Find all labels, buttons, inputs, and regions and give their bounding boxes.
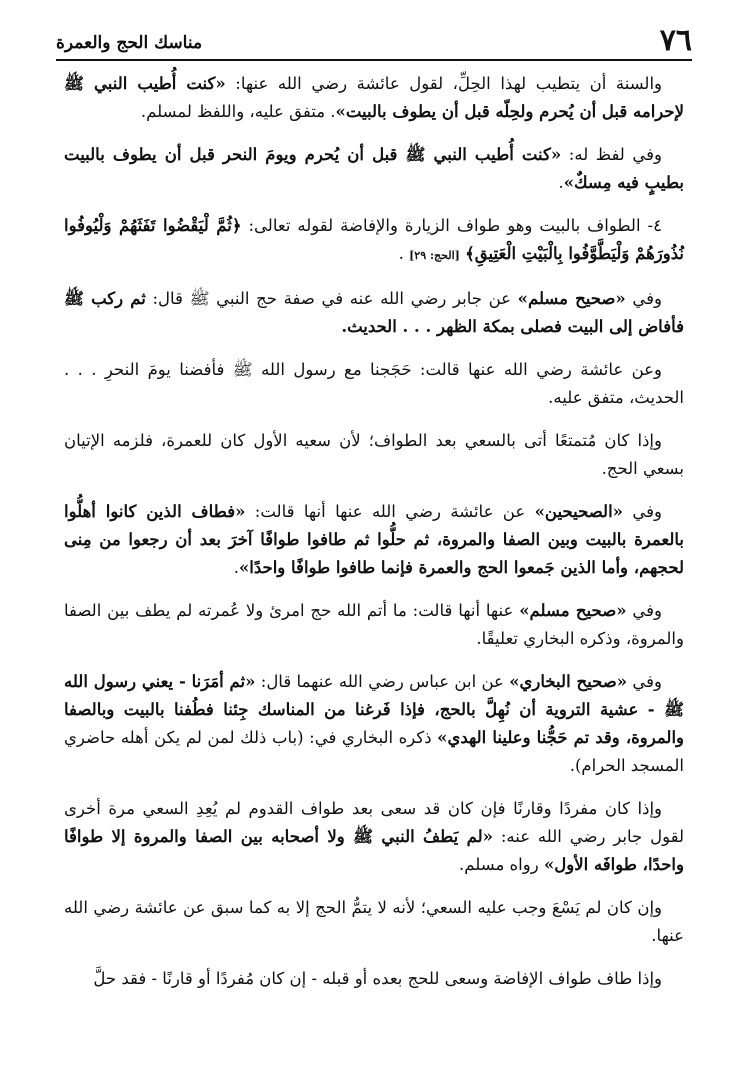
paragraph-1: والسنة أن يتطيب لهذا الحِلِّ، لقول عائشة رضي الله عنها: «كنت أُطيب النبي ﷺ لإحرامه قبل أن يُحرم ولحِلّه قبل أن يطوف بالبيت». متفق عليه، واللفظ لمسلم.: [64, 74, 684, 121]
page-body: [64, 70, 684, 1008]
paragraph-11: وإن كان لم يَسْعَ وجب عليه السعي؛ لأنه لا يتمُّ الحج إلا به كما سبق عن عائشة رضي الله عنها.: [64, 898, 684, 945]
quran-verse: ﴿ثُمَّ لْيَقْضُوا تَفَثَهُمْ وَلْيُوفُوا نُذُورَهُمْ وَلْيَطَّوَّفُوا بِالْبَيْتِ الْعَتِيقِ﴾: [64, 216, 684, 263]
header-rule: [56, 59, 692, 61]
paragraph-10: وإذا كان مفردًا وقارنًا فإن كان قد سعى بعد طواف القدوم لم يُعِدِ السعي مرة أخرى لقول جابر رضي الله عنه: «لم يَطفُ النبي ﷺ ولا أصحابه بين الصفا والمروة إلا طوافًا واحدًا، طوافَه الأول» رواه مسلم.: [64, 799, 684, 874]
paragraph-8: وفي «صحيح مسلم» عنها أنها قالت: ما أتم الله حج امرئ ولا عُمرته لم يطف بين الصفا والمروة، وذكره البخاري تعليقًا.: [64, 601, 684, 648]
paragraph-3: ٤- الطواف بالبيت وهو طواف الزيارة والإفاضة لقوله تعالى: ﴿ثُمَّ لْيَقْضُوا تَفَثَهُمْ وَلْيُوفُوا نُذُورَهُمْ وَلْيَطَّوَّفُوا بِالْبَيْتِ الْعَتِيقِ﴾ [الحج: ٢٩] .: [64, 216, 684, 263]
paragraph-5: وعن عائشة رضي الله عنها قالت: حَجَجنا مع رسول الله ﷺ فأفضنا يومَ النحرِ . . . الحديث، متفق عليه.: [64, 360, 684, 407]
page-number: ٧٦: [659, 23, 692, 58]
running-title: مناسك الحج والعمرة: [56, 33, 203, 53]
page-header: [56, 23, 692, 58]
paragraph-9: وفي «صحيح البخاري» عن ابن عباس رضي الله عنهما قال: «ثم أمَرَنا - يعني رسول الله ﷺ - عشية التروية أن نُهِلَّ بالحج، فإذا فَرغنا من المناسك جِئنا فطُفنا بالبيت وبالصفا والمروة، وقد تم حَجُّنا وعلينا الهدي» ذكره البخاري في: (باب ذلك لمن لم يكن أهله حاضري المسجد الحرام).: [64, 672, 684, 775]
paragraph-7: وفي «الصحيحين» عن عائشة رضي الله عنها أنها قالت: «فطاف الذين كانوا أهلُّوا بالعمرة بالبيت وبين الصفا والمروة، ثم حلُّوا ثم طافوا طوافًا آخرَ بعد أن رجعوا من مِنى لحجهم، وأما الذين جَمعوا الحج والعمرة فإنما طافوا طوافًا واحدًا».: [64, 502, 684, 577]
verse-reference: [الحج: ٢٩]: [409, 249, 460, 262]
paragraph-4: وفي «صحيح مسلم» عن جابر رضي الله عنه في صفة حج النبي ﷺ قال: ثم ركب ﷺ فأفاض إلى البيت فصلى بمكة الظهر . . . الحديث.: [64, 289, 684, 336]
paragraph-12: وإذا طاف طواف الإفاضة وسعى للحج بعده أو قبله - إن كان مُفردًا أو قارنًا - فقد حلَّ: [93, 969, 662, 988]
paragraph-6: وإذا كان مُتمتعًا أتى بالسعي بعد الطواف؛ لأن سعيه الأول كان للعمرة، فلزمه الإتيان بسعي الحج.: [64, 431, 684, 478]
paragraph-2: وفي لفظ له: «كنت أُطيب النبي ﷺ قبل أن يُحرم ويومَ النحر قبل أن يطوف بالبيت بطيبٍ فيه مِسكٌ».: [64, 145, 684, 192]
